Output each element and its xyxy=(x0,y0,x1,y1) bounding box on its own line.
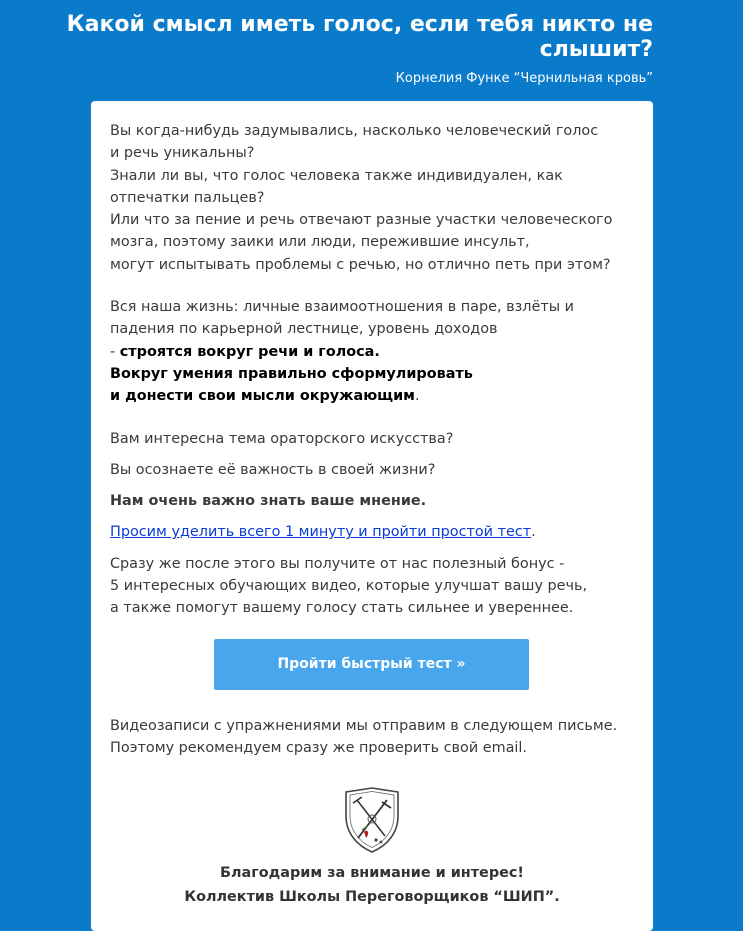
closing-signature xyxy=(91,861,653,909)
life-emphasis: строятся вокруг речи и голоса. xyxy=(119,343,380,360)
bonus-line: Сразу же после этого вы получите от нас полезный бонус - xyxy=(110,555,565,572)
life-emphasis: и донести свои мысли окружающим xyxy=(110,388,415,405)
take-test-button[interactable]: Пройти быстрый тест » xyxy=(214,639,529,690)
intro-line: Или что за пение и речь отвечают разные участки человеческого xyxy=(110,212,613,229)
bonus-paragraph xyxy=(110,553,640,620)
life-period: . xyxy=(414,388,420,405)
bonus-line: а также помогут вашему голосу стать сильнее и увереннее. xyxy=(110,600,574,617)
life-emphasis: Вокруг умения правильно сформулировать xyxy=(110,365,473,382)
email-card xyxy=(91,101,653,931)
email-title: Какой смысл иметь голос, если тебя никто не слышит? xyxy=(66,12,653,62)
bonus-line: 5 интересных обучающих видео, которые улучшат вашу речь, xyxy=(110,578,588,595)
intro-paragraph xyxy=(110,120,640,276)
link-period: . xyxy=(531,524,536,541)
test-link-paragraph xyxy=(110,521,640,543)
intro-line: отпечатки пальцев? xyxy=(110,189,265,206)
opinion-statement: Нам очень важно знать ваше мнение. xyxy=(110,493,427,510)
shield-crest-icon xyxy=(342,786,402,854)
test-link[interactable]: Просим уделить всего 1 минуту и пройти простой тест xyxy=(110,524,532,541)
life-paragraph xyxy=(110,296,640,407)
question-oratory: Вам интересна тема ораторского искусства? xyxy=(110,430,454,447)
intro-line: мозга, поэтому заики или люди, пережившие инсульт, xyxy=(110,234,530,251)
intro-line: Знали ли вы, что голос человека также индивидуален, как xyxy=(110,167,563,184)
intro-line: могут испытывать проблемы с речью, но отлично петь при этом? xyxy=(110,256,611,273)
thanks-line: Благодарим за внимание и интерес! xyxy=(220,865,524,881)
intro-line: Вы когда-нибудь задумывались, насколько человеческий голос xyxy=(110,123,599,139)
followup-line: Поэтому рекомендуем сразу же проверить свой email. xyxy=(110,740,528,757)
title-quote-attribution: Корнелия Функе “Чернильная кровь” xyxy=(395,71,653,86)
intro-line: и речь уникальны? xyxy=(110,145,255,162)
followup-line: Видеозаписи с упражнениями мы отправим в следующем письме. xyxy=(110,718,618,734)
followup-paragraph xyxy=(110,715,640,760)
email-body xyxy=(110,120,640,620)
cta-wrapper xyxy=(214,639,529,690)
life-dash: - xyxy=(110,343,120,360)
email-header xyxy=(0,0,743,100)
signature-line: Коллектив Школы Переговорщиков “ШИП”. xyxy=(184,889,560,905)
life-line: Вся наша жизнь: личные взаимоотношения в паре, взлёты и xyxy=(110,299,574,316)
life-line: падения по карьерной лестнице, уровень доходов xyxy=(110,321,498,338)
question-importance: Вы осознаете её важность в своей жизни? xyxy=(110,461,436,478)
